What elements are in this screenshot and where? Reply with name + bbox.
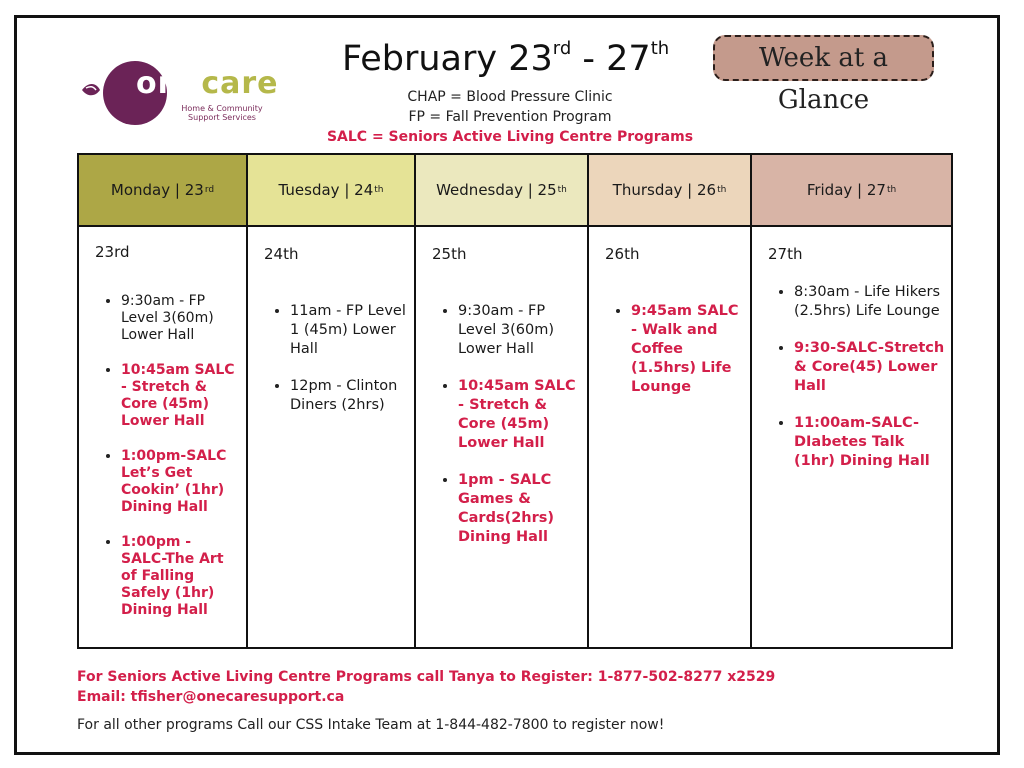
event-item: • 9:30-SALC-Stretch & Core(45) Lower Hall [794, 339, 945, 396]
logo-word-care: care [201, 66, 279, 101]
day-column-thursday [589, 155, 752, 647]
event-item: • 10:45am SALC - Stretch & Core (45m) Lower Hall [458, 377, 581, 453]
day-header-sup: rd [204, 185, 215, 195]
logo-tagline-1: Home & Community [181, 104, 263, 113]
salc-email: Email: tfisher@onecaresupport.ca [77, 689, 345, 705]
day-header-label: Tuesday | 24 [278, 181, 374, 199]
title-end: - 27 [571, 39, 651, 79]
legend-salc: SALC = Seniors Active Living Centre Programs [326, 129, 694, 145]
schedule-table [77, 153, 953, 649]
day-date: 24th [264, 245, 299, 263]
event-item: • 10:45am SALC - Stretch & Core (45m) Lower Hall [121, 362, 240, 430]
event-item: • 11am - FP Level 1 (45m) Lower Hall [290, 302, 408, 359]
event-list [436, 302, 581, 565]
title-sup-1: rd [552, 38, 572, 59]
day-column-monday [79, 155, 248, 647]
event-list [772, 283, 945, 489]
day-date: 27th [768, 245, 803, 263]
day-header-label: Wednesday | 25 [436, 181, 557, 199]
page-title [342, 38, 669, 79]
day-header [589, 155, 750, 227]
logo-tagline-2: Support Services [188, 113, 256, 122]
legend-fp: FP = Fall Prevention Program [408, 109, 612, 125]
day-header-sup: th [717, 185, 727, 195]
day-header [79, 155, 246, 227]
day-header-sup: th [886, 185, 897, 195]
day-header [752, 155, 951, 227]
logo-word-one: one [136, 66, 202, 101]
event-item: • 9:30am - FP Level 3(60m) Lower Hall [121, 293, 240, 344]
event-list [99, 293, 240, 637]
day-date: 25th [432, 245, 467, 263]
event-item: • 1:00pm-SALC Let’s Get Cookin’ (1hr) Dining Hall [121, 448, 240, 516]
day-header [416, 155, 587, 227]
css-intake-info: For all other programs Call our CSS Intake Team at 1-844-482-7800 to register now! [77, 717, 665, 733]
week-at-a-glance-badge: Week at a Glance [713, 35, 934, 81]
event-list [609, 302, 744, 415]
event-item: • 11:00am-SALC-DIabetes Talk (1hr) Dining Hall [794, 414, 945, 471]
day-column-friday [752, 155, 951, 647]
day-header-label: Thursday | 26 [612, 181, 717, 199]
event-item: • 1pm - SALC Games & Cards(2hrs) Dining Hall [458, 471, 581, 547]
event-item: • 8:30am - Life Hikers (2.5hrs) Life Lounge [794, 283, 945, 321]
day-header-sup: th [374, 185, 384, 195]
day-date: 26th [605, 245, 640, 263]
event-item: • 1:00pm - SALC-The Art of Falling Safely (1hr) Dining Hall [121, 534, 240, 619]
day-header-label: Friday | 27 [806, 181, 886, 199]
day-date: 23rd [95, 243, 130, 261]
onecare-logo [80, 60, 279, 130]
event-item: • 9:45am SALC - Walk and Coffee (1.5hrs) Life Lounge [631, 302, 744, 397]
legend-chap: CHAP = Blood Pressure Clinic [407, 89, 613, 105]
title-start: February 23 [342, 39, 553, 79]
day-column-tuesday [248, 155, 416, 647]
day-header [248, 155, 414, 227]
logo-wordmark [136, 66, 279, 101]
day-header-label: Monday | 23 [110, 181, 204, 199]
day-column-wednesday [416, 155, 589, 647]
salc-register-info: For Seniors Active Living Centre Programs call Tanya to Register: 1-877-502-8277 x2529 [77, 669, 776, 685]
title-sup-2: th [650, 38, 670, 59]
day-header-sup: th [557, 185, 567, 195]
event-list [268, 302, 408, 433]
logo-tagline [178, 104, 266, 122]
event-item: • 9:30am - FP Level 3(60m) Lower Hall [458, 302, 581, 359]
event-item: • 12pm - Clinton Diners (2hrs) [290, 377, 408, 415]
